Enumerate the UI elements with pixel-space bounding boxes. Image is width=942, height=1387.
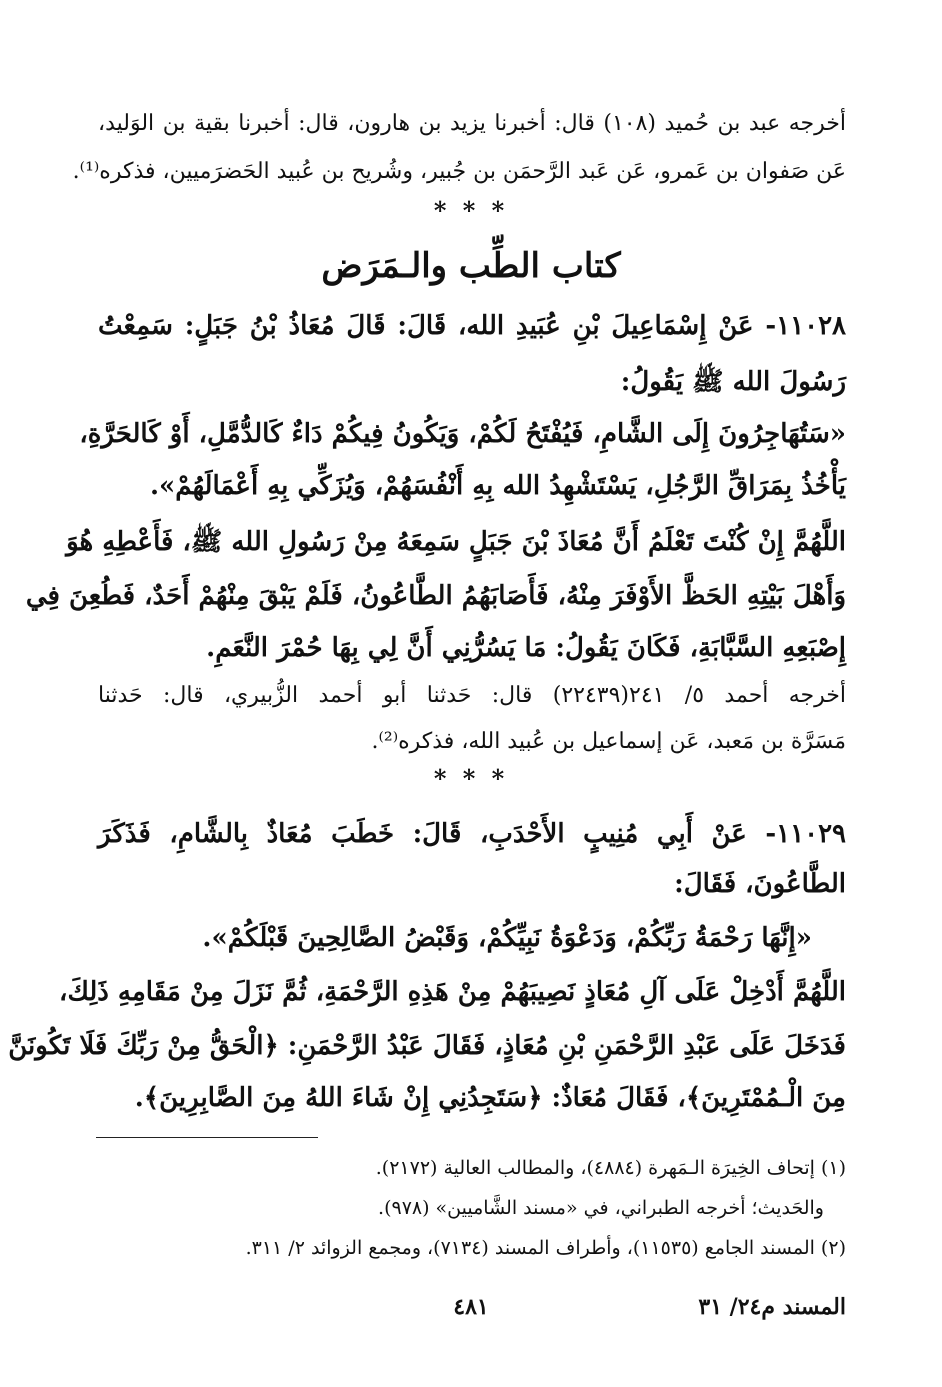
hadith-11028-source-1: أخرجه أحمد ٥/ ٢٤١(٢٢٤٣٩) قال: حَدثنا أبو أحمد الزُّبيري، قال: حَدثنا: [98, 683, 847, 708]
intro-line-2: عَن صَفوان بن عَمرو، عَن عَبد الرَّحمَن بن جُبير، وشُريح بن عُبيد الحَضرَميين، فذكره⁽¹⁾.: [72, 159, 846, 184]
separator-stars: * * *: [433, 196, 509, 225]
hadith-11028-line-7: إِصْبَعِهِ السَّبَّابَةِ، فَكَانَ يَقُولُ: مَا يَسُرُّنِي أَنَّ لِي بِهَا حُمْرَ النَّعَمِ.: [206, 633, 846, 663]
hadith-11029-line-5: فَدَخَلَ عَلَى عَبْدِ الرَّحْمَنِ بْنِ مُعَاذٍ، فَقَالَ عَبْدُ الرَّحْمَنِ: ﴿الْحَقُّ مِنْ رَبِّكَ فَلَا تَكُونَنَّ: [8, 1031, 846, 1061]
footnote-separator: [96, 1137, 318, 1138]
footnote-2: (٢) المسند الجامع (١١٥٣٥)، وأطراف المسند (٧١٣٤)، ومجمع الزوائد ٢/ ٣١١.: [245, 1237, 846, 1259]
page-number: ٤٨١: [453, 1294, 489, 1320]
hadith-11029-line-6: مِنَ الْـمُمْتَرِينَ﴾، فَقَالَ مُعَاذٌ: ﴿سَتَجِدُنِي إِنْ شَاءَ اللهُ مِنَ الصَّابِرِينَ﴾.: [134, 1083, 846, 1113]
hadith-11028-line-4: يَأْخُذُ بِمَرَاقِّ الرَّجُلِ، يَسْتَشْهِدُ الله بِهِ أَنْفُسَهُمْ، وَيُزَكِّي بِهِ أَعْمَالَهُمْ».: [149, 471, 846, 501]
book-title: كتاب الطِّب والـمَرَض: [321, 246, 621, 286]
footnote-1: (١) إتحاف الخِيرَة الـمَهرة (٤٨٨٤)، والمطالب العالية (٢١٧٢).: [375, 1157, 846, 1179]
hadith-11029-line-3: «إِنَّهَا رَحْمَةُ رَبِّكُمْ، وَدَعْوَةُ نَبِيِّكُمْ، وَقَبْضُ الصَّالِحِينَ قَبْلَكُمْ».: [202, 923, 812, 953]
hadith-11028-line-5: اللَّهُمَّ إِنْ كُنْتَ تَعْلَمُ أَنَّ مُعَاذَ بْنَ جَبَلٍ سَمِعَهُ مِنْ رَسُولِ الله ﷺ، فَأَعْطِهِ هُوَ: [66, 527, 846, 557]
footnote-1-continued: والحَديث؛ أخرجه الطبراني، في «مسند الشَّاميين» (٩٧٨).: [378, 1197, 824, 1219]
hadith-11028-line-6: وَأَهْلَ بَيْتِهِ الحَظَّ الأَوْفَرَ مِنْهُ، فَأَصَابَهُمُ الطَّاعُونُ، فَلَمْ يَبْقَ مِنْهُمْ أَحَدٌ، فَطُعِنَ فِي: [25, 581, 846, 611]
hadith-11028-line-3: «سَتُهَاجِرُونَ إِلَى الشَّامِ، فَيُفْتَحُ لَكُمْ، وَيَكُونُ فِيكُمْ دَاءٌ كَالدُّمَّلِ، أَوْ كَالحَرَّةِ،: [79, 419, 846, 449]
hadith-11028-source-2: مَسَرَّة بن مَعبد، عَن إسماعيل بن عُبيد الله، فذكره⁽²⁾.: [371, 729, 846, 754]
volume-mark: المسند م٢٤/ ٣١: [698, 1294, 846, 1320]
intro-line-1: أخرجه عبد بن حُميد (١٠٨) قال: أخبرنا يزيد بن هارون، قال: أخبرنا بقية بن الوَليد،: [98, 111, 846, 136]
hadith-11029-line-4: اللَّهُمَّ أَدْخِلْ عَلَى آلِ مُعَاذٍ نَصِيبَهُمْ مِنْ هَذِهِ الرَّحْمَةِ، ثُمَّ نَزَلَ مِنْ مَقَامِهِ ذَلِكَ،: [59, 977, 846, 1007]
hadith-11028-line-1: ١١٠٢٨- عَنْ إِسْمَاعِيلَ بْنِ عُبَيدِ الله، قَالَ: قَالَ مُعَاذُ بْنُ جَبَلٍ: سَمِعْتُ: [98, 311, 846, 341]
hadith-11029-line-1: ١١٠٢٩- عَنْ أَبِي مُنِيبٍ الأَحْدَبِ، قَالَ: خَطَبَ مُعَاذٌ بِالشَّامِ، فَذَكَرَ: [98, 819, 846, 849]
hadith-11029-line-2: الطَّاعُونَ، فَقَالَ:: [674, 869, 846, 899]
hadith-11028-line-2: رَسُولَ الله ﷺ يَقُولُ:: [620, 367, 846, 397]
separator-stars-2: * * *: [433, 764, 509, 793]
